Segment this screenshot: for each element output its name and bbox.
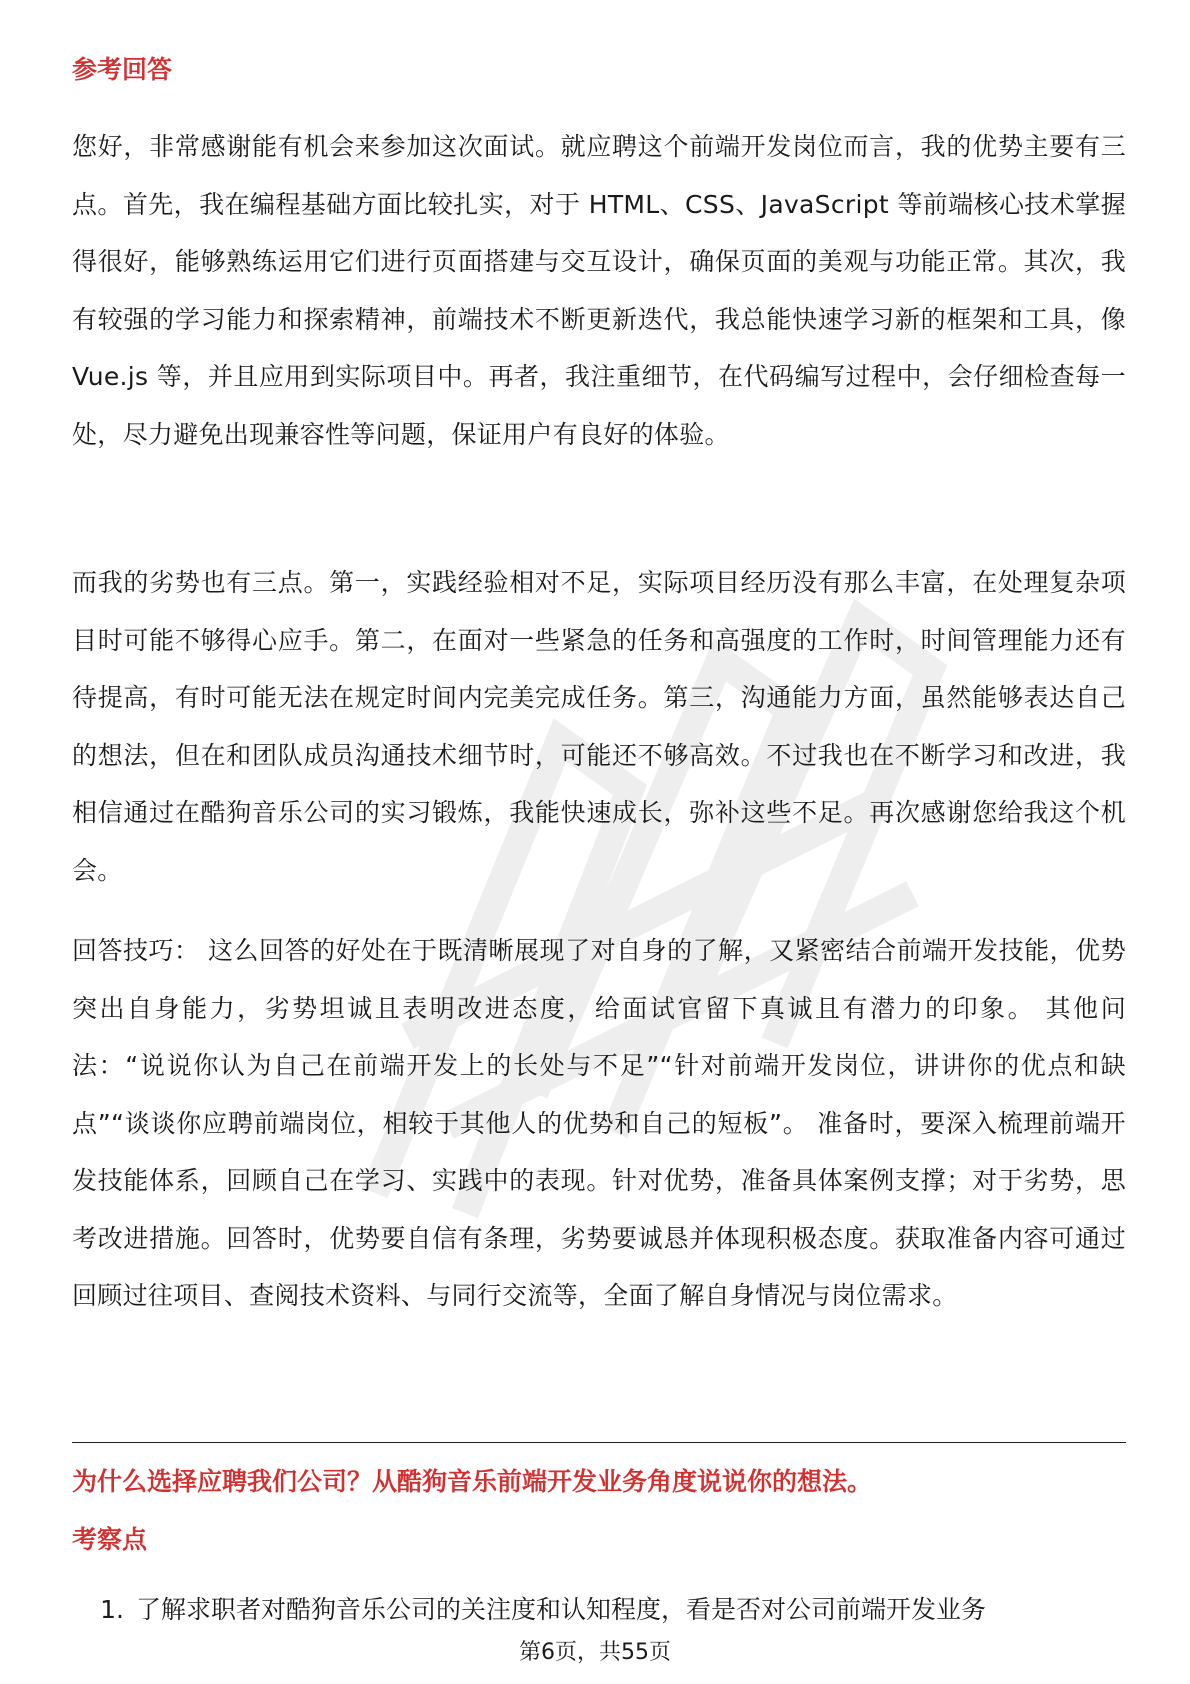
reference-answer-heading: 参考回答 — [72, 55, 173, 84]
list-item-text: 了解求职者对酷狗音乐公司的关注度和认知程度，看是否对公司前端开发业务 — [136, 1595, 987, 1624]
section-divider — [72, 1442, 1126, 1443]
assessment-points-list — [72, 1590, 1126, 1630]
list-item — [72, 1590, 1126, 1630]
question-heading: 为什么选择应聘我们公司？从酷狗音乐前端开发业务角度说说你的想法。 — [72, 1467, 873, 1496]
answer-paragraph-weaknesses: 而我的劣势也有三点。第一，实践经验相对不足，实际项目经历没有那么丰富，在处理复杂项目时可能不够得心应手。第二，在面对一些紧急的任务和高强度的工作时，时间管理能力还有待提高，有时可能无法在规定时间内完美完成任务。第三，沟通能力方面，虽然能够表达自己的想法，但在和团队成员沟通技术细节时，可能还不够高效。不过我也在不断学习和改进，我相信通过在酷狗音乐公司的实习锻炼，我能快速成长，弥补这些不足。再次感谢您给我这个机会。 — [72, 568, 1126, 885]
page-number-footer: 第6页，共55页 — [519, 1640, 671, 1665]
answer-paragraph-strengths: 您好，非常感谢能有机会来参加这次面试。就应聘这个前端开发岗位而言，我的优势主要有三点。首先，我在编程基础方面比较扎实，对于 HTML、CSS、JavaScript 等前端核心技术掌握得很好，能够熟练运用它们进行页面搭建与交互设计，确保页面的美观与功能正常。其次，我有较强的学习能力和探索精神，前端技术不断更新迭代，我总能快速学习新的框架和工具，像 Vue.js 等，并且应用到实际项目中。再者，我注重细节，在代码编写过程中，会仔细检查每一处，尽力避免出现兼容性等问题，保证用户有良好的体验。 — [72, 132, 1126, 449]
assessment-points-heading: 考察点 — [72, 1525, 148, 1554]
answer-tips-paragraph: 回答技巧： 这么回答的好处在于既清晰展现了对自身的了解，又紧密结合前端开发技能，优势突出自身能力，劣势坦诚且表明改进态度，给面试官留下真诚且有潜力的印象。 其他问法：“说说你认为自己在前端开发上的长处与不足”“针对前端开发岗位，讲讲你的优点和缺点”“谈谈你应聘前端岗位，相较于其他人的优势和自己的短板”。 准备时，要深入梳理前端开发技能体系，回顾自己在学习、实践中的表现。针对优势，准备具体案例支撑；对于劣势，思考改进措施。回答时，优势要自信有条理，劣势要诚恳并体现积极态度。获取准备内容可通过回顾过往项目、查阅技术资料、与同行交流等，全面了解自身情况与岗位需求。 — [72, 936, 1126, 1310]
list-item-number: 1. — [100, 1595, 124, 1624]
